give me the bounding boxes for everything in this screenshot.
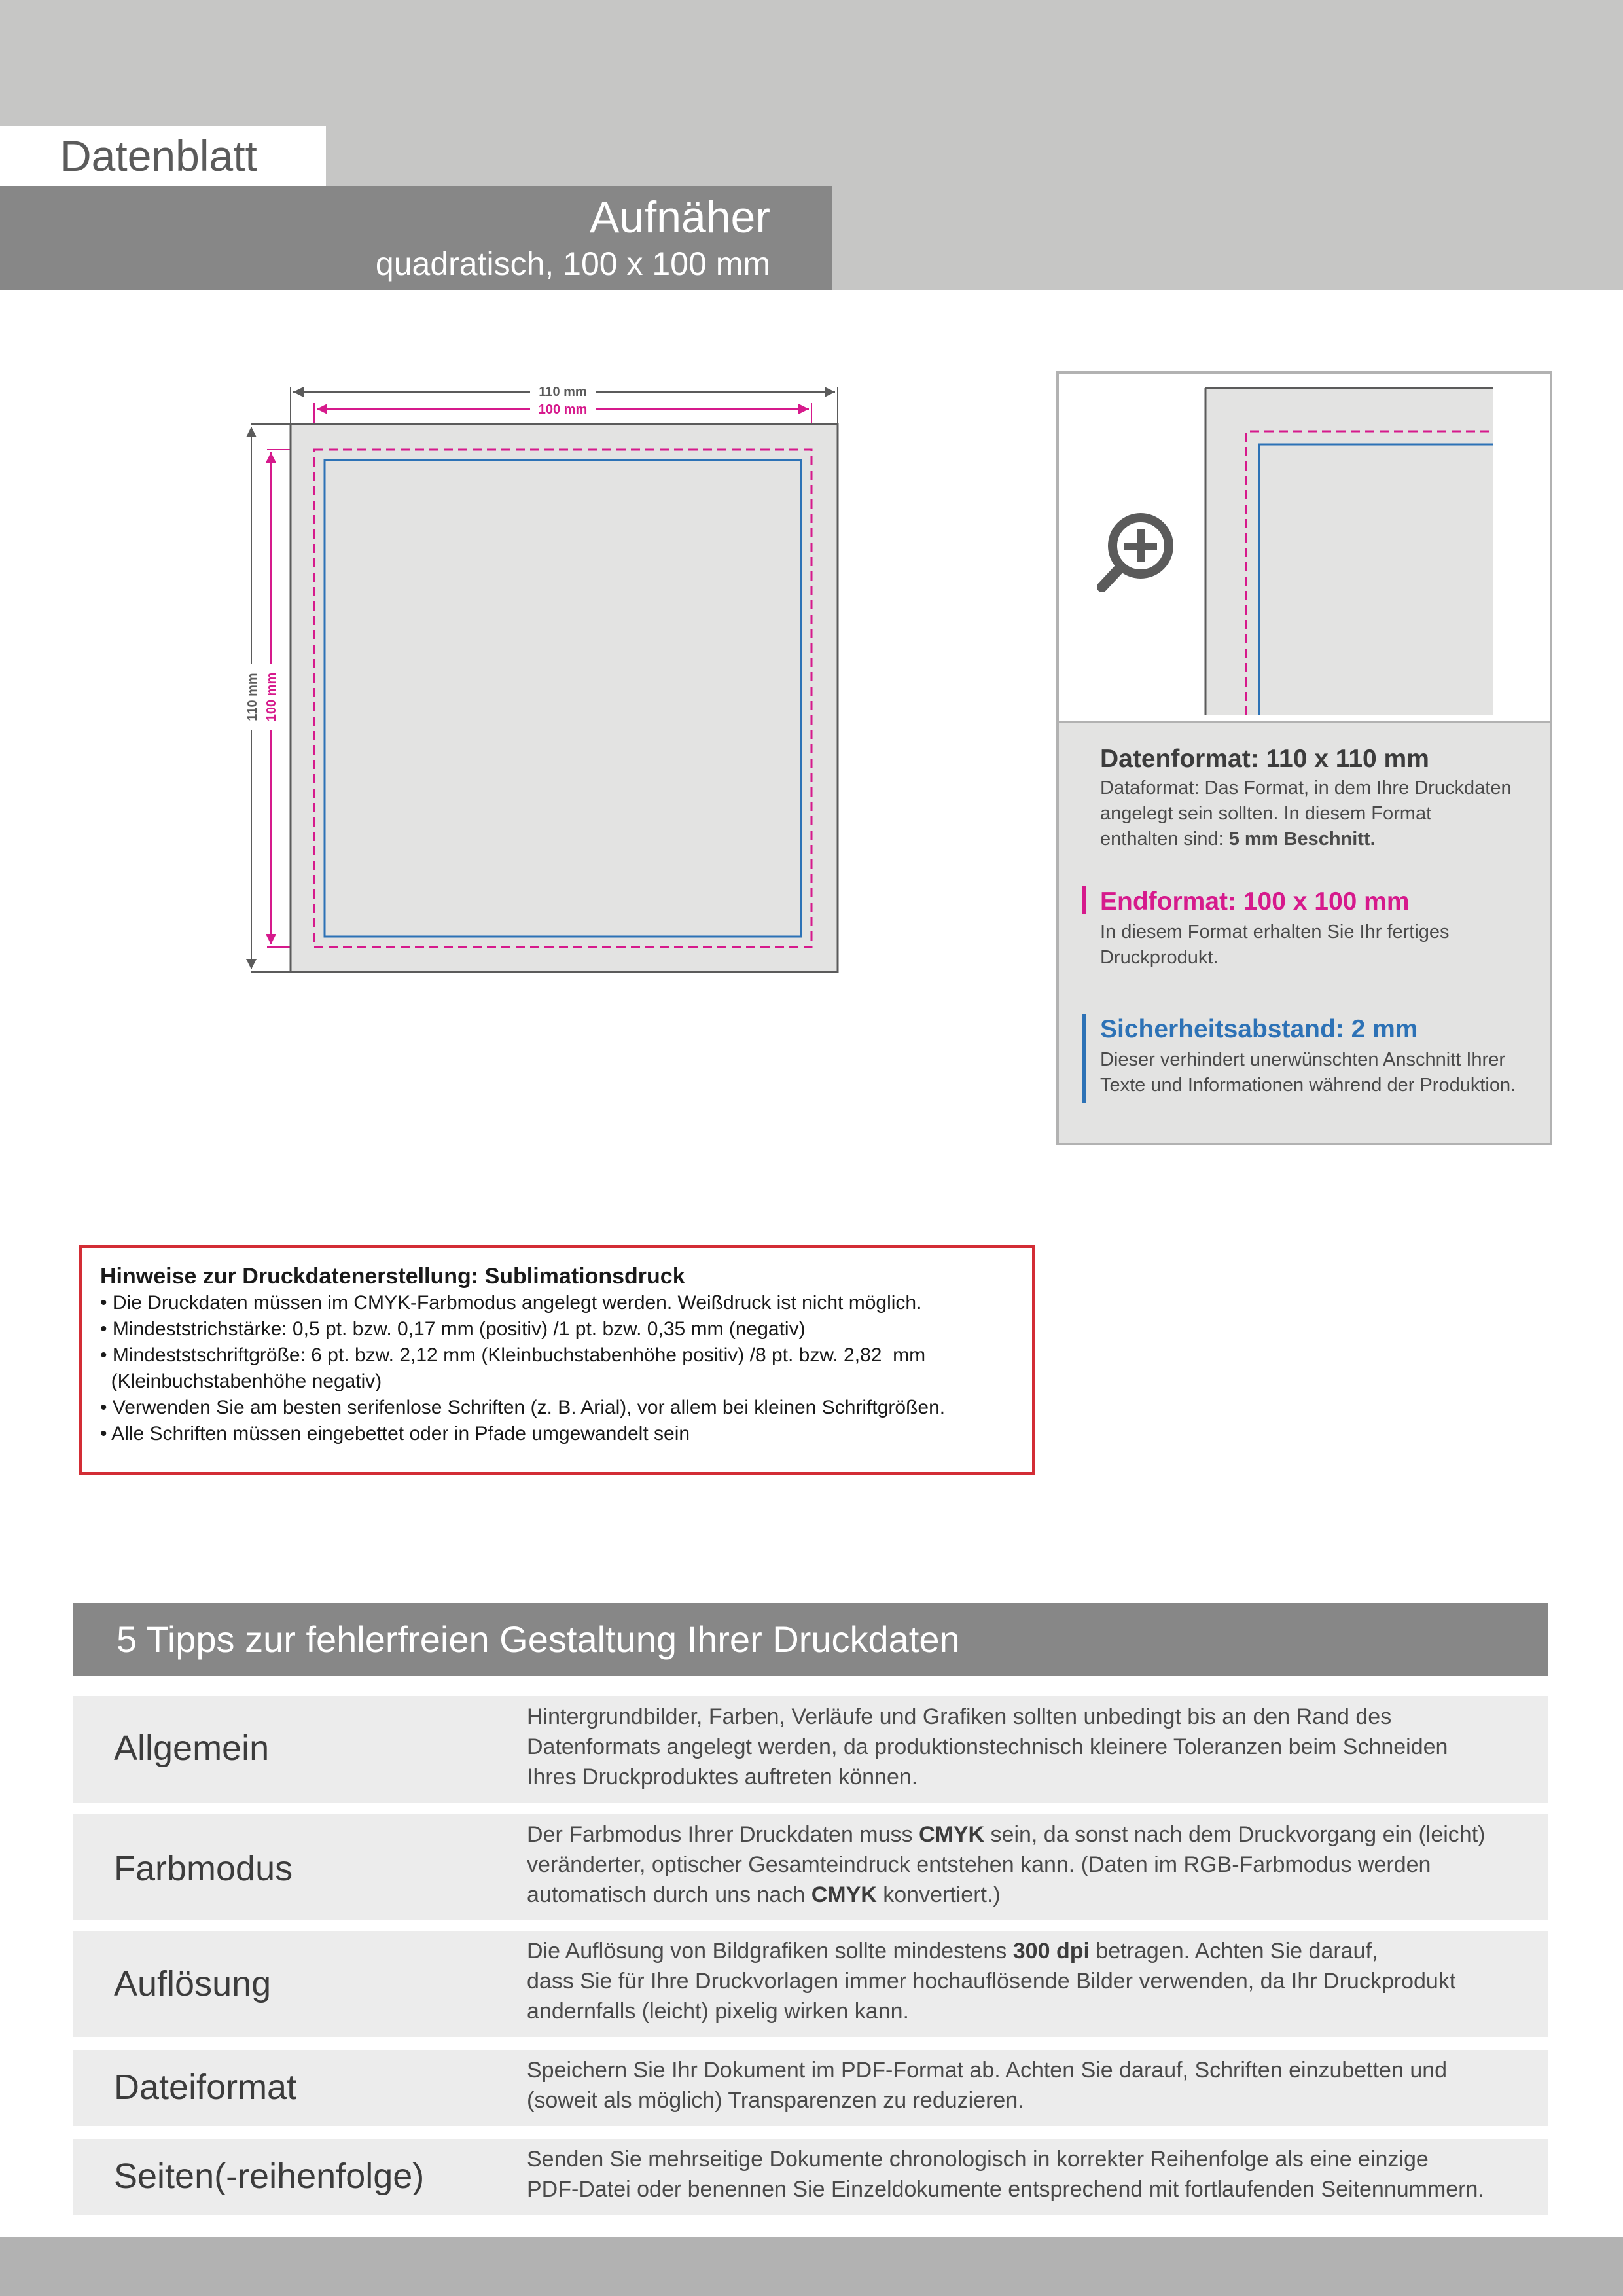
hint-item: • Die Druckdaten müssen im CMYK-Farbmodus angelegt werden. Weißdruck ist nicht möglich. — [100, 1292, 922, 1314]
endformat-text: In diesem Format erhalten Sie Ihr fertiges Druckprodukt. — [1100, 922, 1450, 968]
tip-text: Senden Sie mehrseitige Dokumente chronologisch in korrekter Reihenfolge als eine einzige PDF-Datei oder benennen Sie Einzeldokumente entsprechend mit fortlaufenden Seitennummern. — [527, 2147, 1484, 2202]
tip-label: Auflösung — [114, 1964, 272, 2003]
hint-item: • Verwenden Sie am besten serifenlose Schriften (z. B. Arial), vor allem bei kleinen Schriftgrößen. — [100, 1397, 946, 1418]
zoom-preview — [1059, 374, 1550, 721]
product-subtitle: quadratisch, 100 x 100 mm — [375, 245, 770, 282]
footer-band — [0, 2237, 1623, 2296]
title-block — [0, 186, 832, 290]
tip-text: Hintergrundbilder, Farben, Verläufe und Grafiken sollten unbedingt bis an den Rand des Datenformats angelegt werden, da produktionstechnisch kleinere Toleranzen beim Schneiden Ihres Druckproduktes auftreten können. — [527, 1704, 1448, 1789]
datenformat-text: Dataformat: Das Format, in dem Ihre Druckdaten angelegt sein sollten. In diesem Format enthalten sind: 5 mm Beschnitt. — [1100, 778, 1512, 850]
tip-row-farbmodus — [73, 1814, 1548, 1920]
zoom-detail-panel — [1056, 371, 1552, 1145]
format-diagram — [236, 376, 857, 978]
tip-row-dateiformat — [73, 2050, 1548, 2126]
hint-item: • Mindeststrichstärke: 0,5 pt. bzw. 0,17 mm (positiv) /1 pt. bzw. 0,35 mm (negativ) — [100, 1318, 806, 1340]
hint-item: (Kleinbuchstabenhöhe negativ) — [100, 1371, 382, 1392]
tip-label: Farbmodus — [114, 1849, 293, 1888]
sicherheit-title: Sicherheitsabstand: 2 mm — [1100, 1015, 1418, 1043]
data-format-area — [291, 424, 838, 972]
print-data-hints — [79, 1245, 1035, 1475]
height-inner-label: 100 mm — [264, 672, 279, 722]
tip-row-allgemein — [73, 1696, 1548, 1803]
sicherheit-marker — [1082, 1014, 1086, 1103]
height-outer-label: 110 mm — [245, 673, 260, 721]
width-inner-label: 100 mm — [538, 403, 588, 417]
endformat-marker — [1082, 886, 1086, 914]
zoom-data-area — [1205, 388, 1493, 715]
hints-title: Hinweise zur Druckdatenerstellung: Sublimationsdruck — [100, 1264, 685, 1289]
tip-label: Dateiformat — [114, 2068, 297, 2107]
sicherheit-text: Dieser verhindert unerwünschten Anschnitt Ihrer Texte und Informationen während der Produktion. — [1100, 1049, 1516, 1096]
tip-row-seiten — [73, 2139, 1548, 2215]
tip-text: Speichern Sie Ihr Dokument im PDF-Format ab. Achten Sie darauf, Schriften einzubetten und (soweit als möglich) Transparenzen zu reduzieren. — [527, 2058, 1448, 2113]
width-outer-label: 110 mm — [539, 385, 587, 399]
endformat-title: Endformat: 100 x 100 mm — [1100, 888, 1410, 916]
document-type-label: Datenblatt — [0, 126, 326, 186]
tip-row-aufloesung — [73, 1931, 1548, 2037]
tip-text: Die Auflösung von Bildgrafiken sollte mindestens 300 dpi betragen. Achten Sie darauf, dass Sie für Ihre Druckvorlagen immer hochauflösende Bilder verwenden, da Ihr Druckprodukt andernfalls (leicht) pixelig wirken kann. — [527, 1939, 1456, 2024]
tip-label: Seiten(-reihenfolge) — [114, 2157, 425, 2196]
product-title: Aufnäher — [590, 192, 770, 242]
tip-label: Allgemein — [114, 1729, 270, 1768]
zoom-in-icon — [1102, 518, 1169, 587]
format-legend — [1059, 721, 1550, 1143]
tip-text: Der Farbmodus Ihrer Druckdaten muss CMYK sein, da sonst nach dem Druckvorgang ein (leicht) veränderter, optischer Gesamteindruck entstehen kann. (Daten im RGB-Farbmodus werden automatisch durch uns nach CMYK konvertiert.) — [527, 1822, 1486, 1907]
datenformat-title: Datenformat: 110 x 110 mm — [1100, 745, 1429, 773]
hint-item: • Alle Schriften müssen eingebettet oder in Pfade umgewandelt sein — [100, 1423, 690, 1444]
tips-header: 5 Tipps zur fehlerfreien Gestaltung Ihrer Druckdaten — [73, 1603, 1548, 1676]
hint-item: • Mindeststschriftgröße: 6 pt. bzw. 2,12 mm (Kleinbuchstabenhöhe positiv) /8 pt. bzw. 2,82 mm — [100, 1344, 926, 1366]
